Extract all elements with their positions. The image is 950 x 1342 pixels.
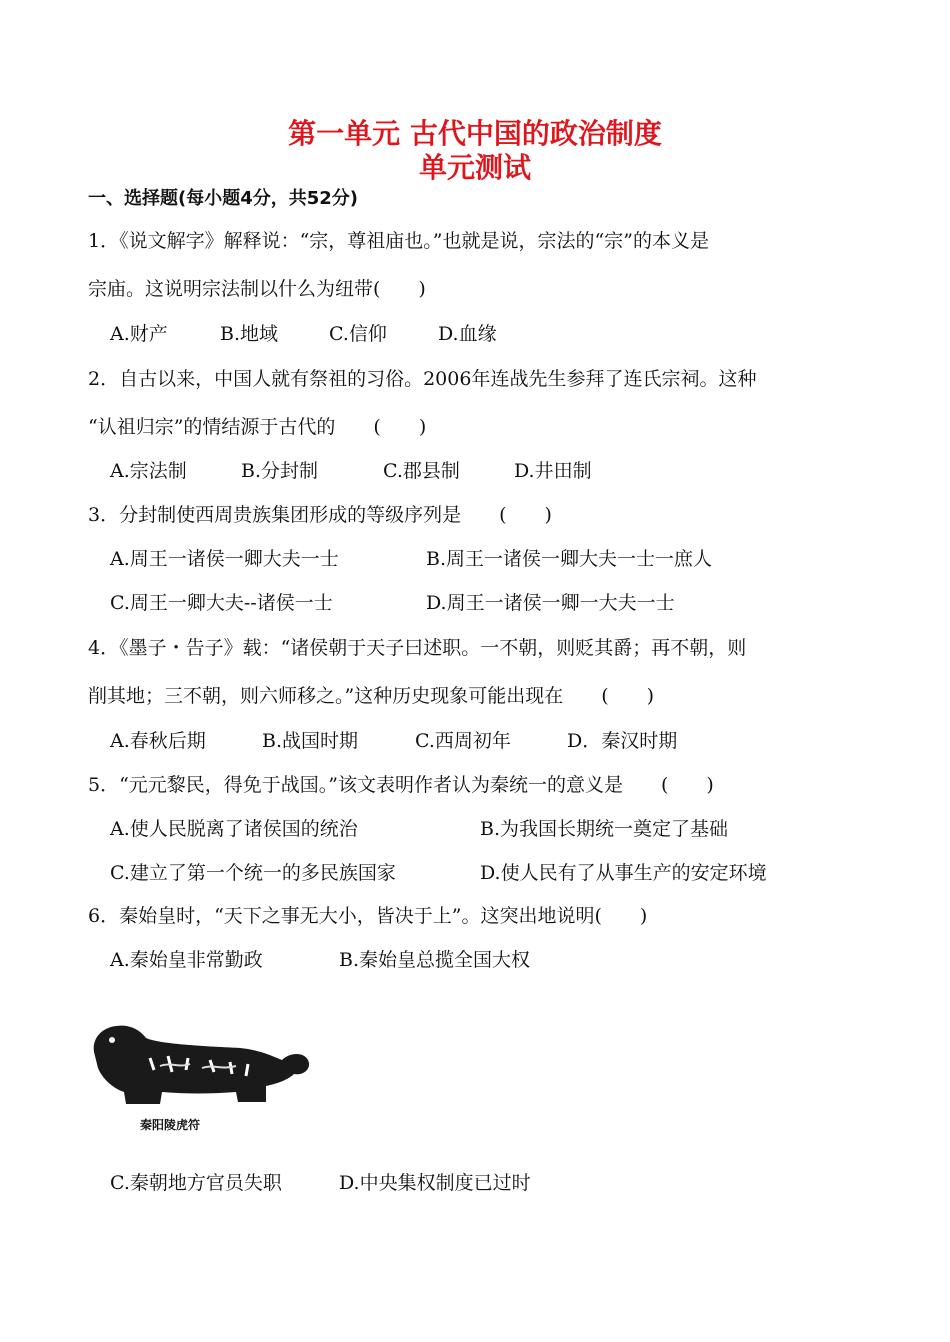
question-6-text: 6．秦始皇时，“天下之事无大小，皆决于上”。这突出地说明( ) — [88, 905, 648, 927]
question-2-text-line-2: “认祖归宗”的情结源于古代的 ( ) — [88, 416, 427, 438]
question-4-text-line-1: 4．《墨子・告子》载：“诸侯朝于天子曰述职。一不朝，则贬其爵；再不朝，则 — [88, 637, 747, 659]
question-3-option-b: B.周王一诸侯一卿大夫一士一庶人 — [426, 548, 713, 570]
question-2-text-line-1: 2．自古以来，中国人就有祭祖的习俗。2006年连战先生参拜了连氏宗祠。这种 — [88, 368, 757, 390]
question-6-option-c: C.秦朝地方官员失职 — [110, 1172, 282, 1194]
question-3-text: 3．分封制使西周贵族集团形成的等级序列是 ( ) — [88, 504, 552, 526]
question-2-option-a: A.宗法制 — [110, 460, 187, 482]
question-4-option-b: B.战国时期 — [262, 730, 359, 752]
question-2-option-c: C.郡县制 — [383, 460, 460, 482]
figure-caption: 秦阳陵虎符 — [139, 1118, 200, 1132]
question-1-option-d: D.血缘 — [438, 323, 497, 345]
question-1-text-line-2: 宗庙。这说明宗法制以什么为纽带( ) — [88, 278, 426, 300]
section-heading: 一、选择题(每小题4分，共52分) — [88, 188, 359, 209]
question-1-option-c: C.信仰 — [329, 323, 387, 345]
question-5-option-a: A.使人民脱离了诸侯国的统治 — [110, 818, 358, 840]
question-4-option-d: D．秦汉时期 — [567, 730, 678, 752]
question-1-option-b: B.地域 — [220, 323, 279, 345]
tiger-tally-figure — [90, 1022, 312, 1140]
question-6-option-d: D.中央集权制度已过时 — [339, 1172, 531, 1194]
question-6-option-b: B.秦始皇总揽全国大权 — [339, 949, 531, 971]
question-3-option-a: A.周王一诸侯一卿大夫一士 — [110, 548, 339, 570]
question-1-option-a: A.财产 — [110, 323, 168, 345]
tiger-tally-icon — [90, 1022, 312, 1112]
question-4-option-a: A.春秋后期 — [110, 730, 206, 752]
question-1-text-line-1: 1．《说文解字》解释说：“宗，尊祖庙也。”也就是说，宗法的“宗”的本义是 — [88, 230, 709, 252]
question-6-option-a: A.秦始皇非常勤政 — [110, 949, 263, 971]
question-2-option-d: D.井田制 — [514, 460, 592, 482]
question-4-text-line-2: 削其地；三不朝，则六师移之。”这种历史现象可能出现在 ( ) — [88, 685, 655, 707]
question-5-option-c: C.建立了第一个统一的多民族国家 — [110, 862, 396, 884]
page-subtitle: 单元测试 — [418, 151, 531, 184]
question-3-option-d: D.周王一诸侯一卿一大夫一士 — [426, 592, 675, 614]
page-title: 第一单元 古代中国的政治制度 — [288, 117, 662, 150]
question-2-option-b: B.分封制 — [241, 460, 319, 482]
question-5-text: 5．“元元黎民，得免于战国。”该文表明作者认为秦统一的意义是 ( ) — [88, 774, 714, 796]
question-3-option-c: C.周王一卿大夫--诸侯一士 — [110, 592, 333, 614]
question-5-option-b: B.为我国长期统一奠定了基础 — [480, 818, 729, 840]
question-4-option-c: C.西周初年 — [415, 730, 511, 752]
question-5-option-d: D.使人民有了从事生产的安定环境 — [480, 862, 767, 884]
